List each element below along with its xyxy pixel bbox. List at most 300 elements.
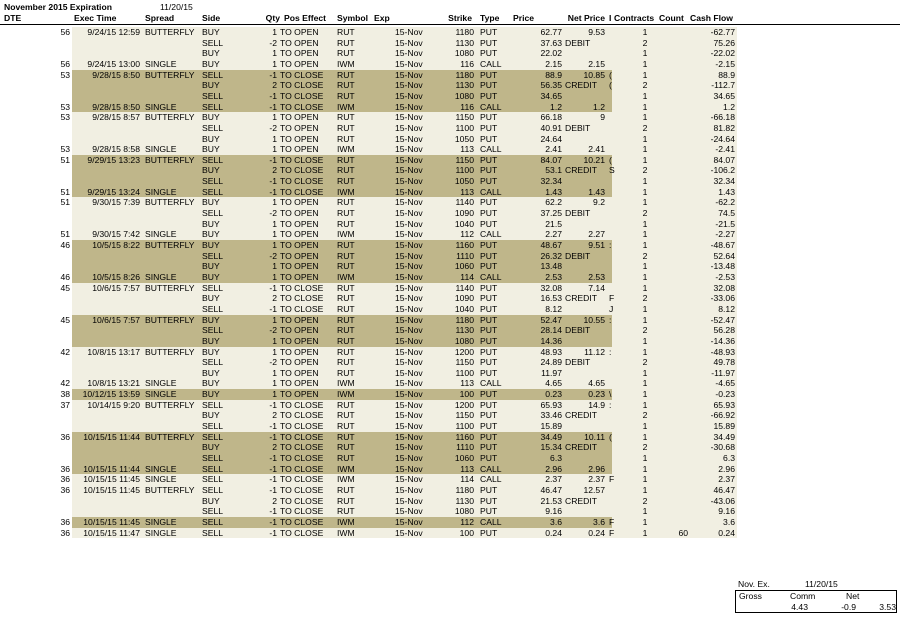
cell-spread: SINGLE <box>145 389 177 400</box>
cell-strike: 1080 <box>454 90 474 101</box>
summary-net-label: Net <box>846 591 860 601</box>
cell-symbol: IWM <box>337 378 355 389</box>
cell-count <box>660 272 688 283</box>
cell-side: BUY <box>202 80 220 91</box>
cell-spread: BUTTERFLY <box>145 346 195 357</box>
table-row <box>0 325 900 336</box>
cell-dte: 46 <box>60 271 70 282</box>
cell-symbol: RUT <box>337 133 355 144</box>
cell-contracts: 1 <box>642 421 648 432</box>
cell-dte: 53 <box>60 112 70 123</box>
cell-type: PUT <box>480 293 498 304</box>
cell-count <box>660 485 688 496</box>
cell-symbol: RUT <box>337 399 355 410</box>
cell-dte <box>40 325 70 336</box>
cell-pos-effect: TO OPEN <box>280 58 319 69</box>
cell-credit: DEBIT <box>565 37 591 48</box>
cell-pos-effect: TO CLOSE <box>280 90 324 101</box>
cell-net-price: 11.12 <box>584 346 605 357</box>
cell-pos-effect: TO CLOSE <box>280 453 324 463</box>
cell-flag <box>609 336 615 347</box>
cell-pos-effect: TO CLOSE <box>280 165 324 176</box>
cell-side: SELL <box>202 282 224 293</box>
cell-contracts: 1 <box>642 48 648 59</box>
summary-gross: 4.43 <box>791 602 808 612</box>
cell-type: PUT <box>480 154 498 165</box>
cell-exp: 15-Nov <box>395 240 423 250</box>
cell-qty: 2 <box>272 410 277 421</box>
cell-spread <box>145 38 200 49</box>
cell-side: BUY <box>202 144 220 155</box>
cell-exp: 15-Nov <box>395 37 423 48</box>
cell-price: 2.41 <box>545 144 562 155</box>
cell-exec-time <box>72 304 140 315</box>
table-row <box>0 38 900 49</box>
cell-exp: 15-Nov <box>395 303 423 314</box>
cell-strike: 1050 <box>454 176 474 187</box>
summary-date: 11/20/15 <box>805 579 838 589</box>
cell-cash-flow: 3.6 <box>723 516 735 527</box>
summary-box <box>735 590 897 613</box>
table-row <box>0 400 900 411</box>
cell-type: PUT <box>480 48 498 59</box>
cell-strike: 1100 <box>455 421 474 432</box>
cell-flag <box>609 378 615 389</box>
cell-credit: DEBIT <box>565 208 591 219</box>
cell-spread: SINGLE <box>145 527 177 538</box>
cell-spread <box>145 496 200 507</box>
cell-qty: -1 <box>269 516 277 527</box>
cell-flag <box>609 442 615 453</box>
cell-side: BUY <box>202 293 220 304</box>
cell-exec-time <box>72 134 140 145</box>
cell-cash-flow: 15.89 <box>713 421 735 432</box>
cell-net-price <box>565 336 605 347</box>
cell-spread: BUTTERFLY <box>145 154 195 165</box>
cell-exp: 15-Nov <box>395 367 423 378</box>
cell-cash-flow: -30.68 <box>710 442 735 453</box>
cell-cash-flow: 81.82 <box>713 122 735 133</box>
cell-pos-effect: TO OPEN <box>280 346 319 357</box>
cell-symbol: RUT <box>337 495 355 506</box>
cell-dte: 42 <box>60 378 70 389</box>
cell-count <box>660 155 688 166</box>
cell-pos-effect: TO OPEN <box>280 314 319 325</box>
cell-contracts: 1 <box>642 90 648 101</box>
cell-strike: 1100 <box>455 122 474 133</box>
cell-qty: 1 <box>272 144 277 155</box>
cell-cash-flow: 0.24 <box>718 527 735 538</box>
cell-flag: F <box>609 527 615 538</box>
cell-qty: 1 <box>272 48 277 59</box>
cell-exec-time: 10/5/15 8:22 <box>92 240 140 250</box>
cell-symbol: RUT <box>337 165 355 176</box>
cell-exec-time: 10/6/15 7:57 <box>92 314 140 325</box>
cell-exec-time: 10/12/15 13:59 <box>82 389 140 400</box>
cell-type: PUT <box>480 314 498 325</box>
cell-side: BUY <box>202 197 220 208</box>
header-spread: Spread <box>145 13 175 23</box>
cell-symbol: RUT <box>337 218 355 229</box>
cell-exp: 15-Nov <box>395 421 423 432</box>
cell-count <box>660 293 688 304</box>
cell-qty: 2 <box>272 293 277 304</box>
cell-contracts: 1 <box>642 133 648 144</box>
cell-side: BUY <box>202 335 220 346</box>
cell-net-price: 4.65 <box>588 378 605 389</box>
cell-dte <box>40 38 70 49</box>
cell-pos-effect: TO CLOSE <box>280 186 324 197</box>
cell-side: SELL <box>202 186 224 197</box>
cell-side: BUY <box>202 261 220 272</box>
cell-pos-effect: TO OPEN <box>280 389 319 400</box>
cell-dte: 53 <box>60 144 70 155</box>
cell-side: SELL <box>202 484 224 495</box>
cell-exec-time: 10/15/15 11:44 <box>83 463 140 474</box>
table-row <box>0 368 900 379</box>
cell-flag <box>609 506 615 517</box>
cell-contracts: 1 <box>642 27 648 37</box>
table-row <box>0 251 900 262</box>
cell-flag <box>609 102 615 113</box>
cell-price: 34.49 <box>540 431 562 442</box>
table-row <box>0 474 900 485</box>
cell-side: BUY <box>202 27 220 37</box>
cell-count <box>660 261 688 272</box>
cell-price: 88.9 <box>545 69 562 80</box>
cell-side: SELL <box>202 176 224 187</box>
cell-dte: 36 <box>60 527 70 538</box>
cell-type: PUT <box>480 527 498 538</box>
cell-flag <box>609 410 615 421</box>
cell-contracts: 1 <box>642 453 648 463</box>
cell-dte <box>40 368 70 379</box>
cell-contracts: 2 <box>642 122 648 133</box>
cell-dte: 45 <box>60 282 70 293</box>
cell-net-price <box>565 80 605 91</box>
cell-type: PUT <box>480 303 498 314</box>
cell-price: 62.2 <box>545 197 562 208</box>
cell-cash-flow: 6.3 <box>723 453 735 463</box>
cell-flag <box>609 496 615 507</box>
cell-side: SELL <box>202 69 224 80</box>
cell-price: 46.47 <box>540 484 562 495</box>
cell-cash-flow: 2.37 <box>718 474 735 485</box>
cell-credit: CREDIT <box>565 165 597 176</box>
cell-net-price <box>565 48 605 59</box>
cell-price: 48.67 <box>540 240 562 250</box>
cell-cash-flow: -112.7 <box>711 80 735 91</box>
cell-price: 24.89 <box>540 357 562 368</box>
cell-exec-time: 10/6/15 7:57 <box>92 282 140 293</box>
cell-dte: 36 <box>60 431 70 442</box>
cell-price: 9.16 <box>545 506 562 517</box>
cell-strike: 1100 <box>455 367 474 378</box>
cell-flag <box>609 112 615 123</box>
cell-qty: -1 <box>269 474 277 485</box>
cell-spread <box>145 261 200 272</box>
cell-cash-flow: 88.9 <box>718 69 735 80</box>
cell-count <box>660 389 688 400</box>
cell-price: 14.36 <box>540 335 562 346</box>
cell-type: PUT <box>480 346 498 357</box>
cell-type: PUT <box>480 261 498 272</box>
cell-side: BUY <box>202 229 220 240</box>
cell-qty: 1 <box>272 112 277 123</box>
cell-flag <box>609 208 615 219</box>
cell-qty: 1 <box>272 261 277 272</box>
cell-dte: 51 <box>60 186 70 197</box>
cell-cash-flow: -106.2 <box>710 165 735 176</box>
cell-net-price: 10.11 <box>584 431 605 442</box>
cell-price: 52.47 <box>540 314 562 325</box>
cell-qty: 1 <box>272 27 277 37</box>
cell-spread <box>145 219 200 230</box>
table-row <box>0 485 900 496</box>
cell-net-price <box>565 38 605 49</box>
cell-price: 8.12 <box>545 303 562 314</box>
cell-price: 40.91 <box>540 122 562 133</box>
cell-flag <box>609 123 615 134</box>
cell-contracts: 1 <box>642 218 648 229</box>
cell-flag <box>609 283 615 294</box>
cell-price: 37.63 <box>540 37 562 48</box>
cell-pos-effect: TO CLOSE <box>280 463 324 474</box>
cell-exec-time: 10/15/15 11:45 <box>83 516 140 527</box>
cell-count <box>660 197 688 208</box>
cell-dte <box>40 219 70 230</box>
cell-price: 48.93 <box>540 346 562 357</box>
cell-strike: 1080 <box>454 335 474 346</box>
cell-spread <box>145 80 200 91</box>
cell-strike: 100 <box>459 527 474 538</box>
cell-side: BUY <box>202 165 220 176</box>
cell-contracts: 2 <box>642 357 648 368</box>
cell-type: PUT <box>480 325 498 336</box>
cell-exec-time: 9/24/15 12:59 <box>87 27 140 37</box>
cell-contracts: 1 <box>642 229 648 240</box>
cell-flag: : <box>609 240 612 250</box>
cell-strike: 1080 <box>454 48 474 59</box>
cell-price: 15.34 <box>540 442 562 453</box>
cell-contracts: 1 <box>642 69 648 80</box>
table-row <box>0 496 900 507</box>
cell-exp: 15-Nov <box>395 58 423 69</box>
cell-spread <box>145 421 200 432</box>
cell-exec-time <box>72 453 140 464</box>
cell-net-price <box>565 421 605 432</box>
cell-symbol: RUT <box>337 410 355 421</box>
cell-exp: 15-Nov <box>395 176 423 187</box>
cell-contracts: 2 <box>642 80 648 91</box>
cell-pos-effect: TO OPEN <box>280 208 319 219</box>
cell-flag: : <box>609 346 612 357</box>
cell-symbol: RUT <box>337 367 355 378</box>
cell-dte: 36 <box>60 474 70 485</box>
cell-cash-flow: -0.23 <box>715 389 735 400</box>
cell-credit: DEBIT <box>565 325 591 336</box>
cell-dte <box>40 80 70 91</box>
cell-contracts: 1 <box>642 197 648 208</box>
cell-net-price: 7.14 <box>588 282 605 293</box>
cell-exp: 15-Nov <box>395 271 423 282</box>
cell-pos-effect: TO CLOSE <box>280 421 324 432</box>
cell-dte: 36 <box>60 516 70 527</box>
table-row <box>0 453 900 464</box>
cell-spread: SINGLE <box>145 58 177 69</box>
summary-comm-label: Comm <box>790 591 816 601</box>
cell-count <box>660 208 688 219</box>
cell-qty: 1 <box>272 218 277 229</box>
cell-count <box>660 496 688 507</box>
cell-exp: 15-Nov <box>395 399 423 410</box>
cell-cash-flow: 1.2 <box>723 101 735 112</box>
cell-side: BUY <box>202 240 220 250</box>
cell-side: SELL <box>202 453 224 463</box>
cell-exec-time <box>72 251 140 262</box>
cell-qty: -2 <box>269 37 277 48</box>
cell-strike: 1090 <box>454 208 474 219</box>
sheet-title: November 2015 Expiration <box>4 2 112 12</box>
cell-side: SELL <box>202 431 224 442</box>
cell-net-price <box>565 251 605 262</box>
table-row <box>0 389 900 400</box>
cell-flag: : <box>609 399 612 410</box>
cell-side: SELL <box>202 527 224 538</box>
cell-exp: 15-Nov <box>395 442 423 453</box>
cell-count <box>660 410 688 421</box>
cell-strike: 113 <box>460 463 474 474</box>
cell-exp: 15-Nov <box>395 27 423 37</box>
cell-pos-effect: TO CLOSE <box>280 495 324 506</box>
cell-type: PUT <box>480 80 498 91</box>
cell-count <box>660 315 688 326</box>
cell-net-price: 12.57 <box>583 484 605 495</box>
cell-flag: J <box>609 303 614 314</box>
cell-qty: -1 <box>269 101 277 112</box>
cell-symbol: RUT <box>337 240 355 250</box>
cell-flag <box>609 91 615 102</box>
cell-cash-flow: -22.02 <box>710 48 735 59</box>
cell-side: BUY <box>202 133 220 144</box>
cell-exp: 15-Nov <box>395 48 423 59</box>
cell-strike: 1140 <box>455 197 474 208</box>
cell-price: 2.96 <box>545 463 562 474</box>
cell-contracts: 1 <box>642 303 648 314</box>
cell-dte: 53 <box>60 69 70 80</box>
cell-strike: 116 <box>460 101 474 112</box>
cell-contracts: 2 <box>642 410 648 421</box>
cell-pos-effect: TO OPEN <box>280 27 319 37</box>
cell-count <box>660 283 688 294</box>
cell-price: 32.34 <box>540 176 562 187</box>
cell-credit: CREDIT <box>565 495 597 506</box>
cell-count <box>660 144 688 155</box>
cell-exp: 15-Nov <box>395 325 423 336</box>
table-row <box>0 187 900 198</box>
cell-exp: 15-Nov <box>395 389 423 400</box>
cell-spread <box>145 442 200 453</box>
cell-symbol: RUT <box>337 335 355 346</box>
cell-net-price <box>565 496 605 507</box>
cell-exec-time <box>72 496 140 507</box>
cell-exp: 15-Nov <box>395 229 423 240</box>
cell-symbol: RUT <box>337 442 355 453</box>
cell-price: 3.6 <box>550 516 562 527</box>
cell-spread <box>145 304 200 315</box>
cell-exec-time: 9/30/15 7:39 <box>92 197 140 208</box>
cell-net-price: 2.15 <box>588 58 605 69</box>
cell-exp: 15-Nov <box>395 453 423 463</box>
cell-count <box>660 347 688 358</box>
cell-flag <box>609 48 615 59</box>
cell-qty: -1 <box>269 176 277 187</box>
cell-exp: 15-Nov <box>395 208 423 219</box>
cell-side: SELL <box>202 463 224 474</box>
cell-side: SELL <box>202 122 224 133</box>
cell-cash-flow: -66.92 <box>710 410 735 421</box>
cell-pos-effect: TO OPEN <box>280 48 319 59</box>
cell-net-price: 2.96 <box>588 463 605 474</box>
cell-exec-time <box>72 336 140 347</box>
table-row <box>0 102 900 113</box>
cell-count <box>660 219 688 230</box>
table-row <box>0 59 900 70</box>
cell-qty: 1 <box>272 229 277 240</box>
cell-symbol: RUT <box>337 314 355 325</box>
cell-spread <box>145 165 200 176</box>
cell-exec-time: 10/5/15 8:26 <box>92 271 140 282</box>
cell-net-price <box>565 219 605 230</box>
cell-exp: 15-Nov <box>395 80 423 91</box>
header-count: Count <box>659 13 684 23</box>
cell-strike: 1090 <box>454 293 474 304</box>
cell-net-price: 9.2 <box>593 197 605 208</box>
cell-strike: 113 <box>460 144 474 155</box>
cell-flag <box>609 134 615 145</box>
cell-side: BUY <box>202 442 220 453</box>
cell-count <box>660 453 688 464</box>
cell-strike: 1040 <box>454 303 474 314</box>
cell-spread <box>145 134 200 145</box>
table-row <box>0 80 900 91</box>
cell-flag <box>609 272 615 283</box>
cell-net-price: 3.6 <box>593 516 605 527</box>
cell-dte: 56 <box>60 58 70 69</box>
cell-symbol: IWM <box>337 144 355 155</box>
cell-net-price: 9 <box>600 112 605 123</box>
table-row <box>0 155 900 166</box>
cell-contracts: 1 <box>642 240 648 250</box>
cell-contracts: 1 <box>642 112 648 123</box>
cell-strike: 1110 <box>456 250 474 261</box>
cell-price: 24.64 <box>540 133 562 144</box>
cell-exec-time: 9/28/15 8:50 <box>92 101 140 112</box>
cell-exec-time: 10/15/15 11:44 <box>83 431 140 442</box>
cell-exp: 15-Nov <box>395 261 423 272</box>
cell-flag <box>609 176 615 187</box>
table-row <box>0 144 900 155</box>
cell-exp: 15-Nov <box>395 527 423 538</box>
cell-exp: 15-Nov <box>395 186 423 197</box>
table-row <box>0 165 900 176</box>
cell-symbol: RUT <box>337 27 355 37</box>
cell-symbol: IWM <box>337 527 355 538</box>
cell-spread: BUTTERFLY <box>145 27 195 37</box>
cell-flag: F <box>609 516 615 527</box>
cell-dte <box>40 336 70 347</box>
cell-cash-flow: 75.26 <box>713 37 735 48</box>
